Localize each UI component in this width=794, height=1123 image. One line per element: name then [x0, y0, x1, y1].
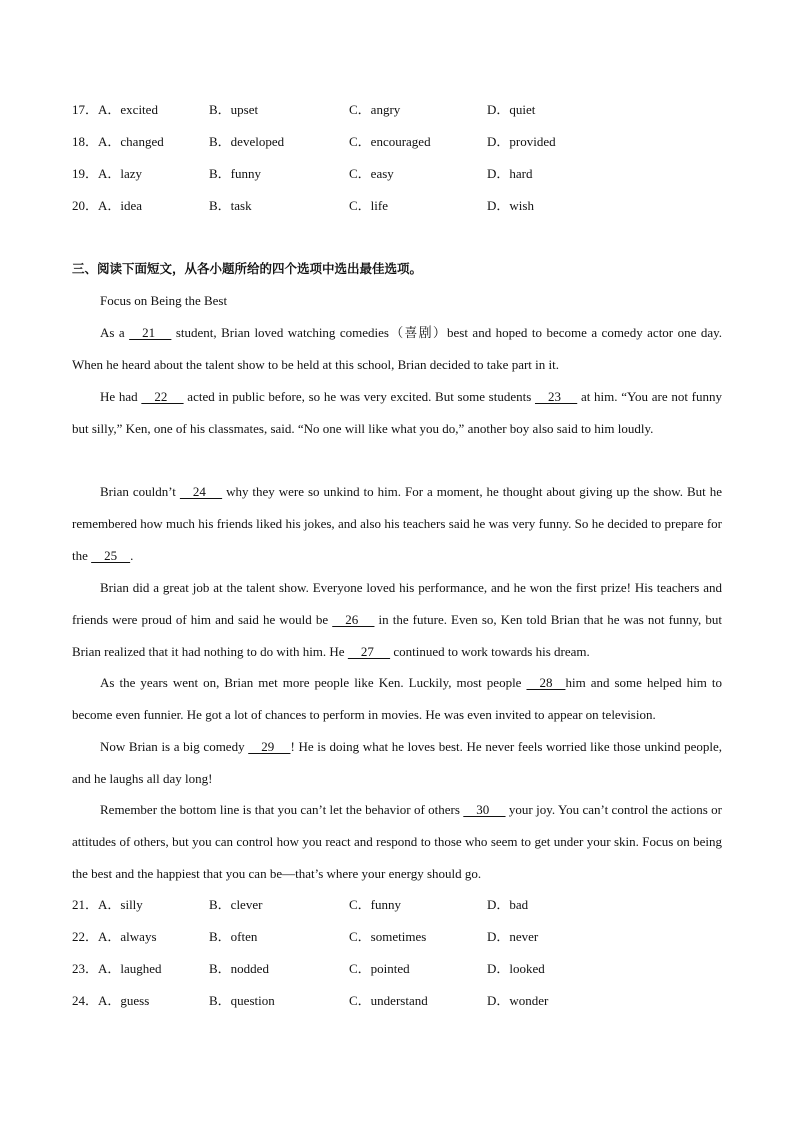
blank-24: 24 [179, 484, 223, 499]
option-b: B．clever [209, 897, 263, 912]
option-d: D．hard [487, 166, 533, 181]
blank-27: 27 [347, 643, 391, 659]
option-c: C．encouraged [349, 134, 431, 149]
passage-paragraph-4: Brian did a great job at the talent show. Everyone loved his performance, and he won the first prize! His teachers and friends were proud of him and said he would be 26 in the future. Even so, Ken told Brian that he was not funny, but Brian realized that it had nothing to do with him. He 27 continued to work towards his dream. [72, 572, 722, 667]
blank-25: 25 [91, 547, 131, 563]
option-c: C．life [349, 198, 388, 213]
option-d: D．looked [487, 961, 545, 976]
passage-paragraph-6: Now Brian is a big comedy 29 ! He is doing what he loves best. He never feels worried like those unkind people, and he laughs all day long! [72, 731, 722, 795]
option-d: D．never [487, 929, 539, 944]
option-a: 17．A．excited [72, 102, 158, 117]
blank-21: 21 [129, 325, 172, 340]
option-b: B．upset [209, 102, 259, 117]
option-d: D．wonder [487, 993, 549, 1008]
blank-28: 28 [526, 675, 566, 690]
option-b: B．question [209, 993, 275, 1008]
option-d: D．wish [487, 198, 534, 213]
option-a: 18．A．changed [72, 134, 164, 149]
option-b: B．task [209, 198, 252, 213]
option-a: 20．A．idea [72, 198, 143, 213]
option-a: 24．A．guess [72, 993, 150, 1008]
passage-title: Focus on Being the Best [100, 293, 228, 308]
option-c: C．pointed [349, 961, 410, 976]
option-c: C．funny [349, 897, 402, 912]
passage-paragraph-1: As a 21 student, Brian loved watching comedies（喜剧）best and hoped to become a comedy actor one day. When he heard about the talent show to be held at this school, Brian decided to take part in it. [72, 317, 722, 381]
option-c: C．easy [349, 166, 394, 181]
blank-30: 30 [463, 802, 506, 817]
option-d: D．provided [487, 134, 556, 149]
blank-23: 23 [534, 389, 578, 404]
option-b: B．nodded [209, 961, 269, 976]
blank-29: 29 [248, 739, 291, 754]
option-c: C．sometimes [349, 929, 427, 944]
option-b: B．developed [209, 134, 285, 149]
option-a: 23．A．laughed [72, 961, 162, 976]
blank-22: 22 [141, 389, 184, 404]
option-b: B．funny [209, 166, 262, 181]
passage-paragraph-7: Remember the bottom line is that you can’t let the behavior of others 30 your joy. You can’t control the actions or attitudes of others, but you can control how you react and respond to those who seem to get under your skin. Focus on being the best and the happiest that you can be—that’s where your energy should go. [72, 794, 722, 889]
option-d: D．bad [487, 897, 529, 912]
option-c: C．understand [349, 993, 428, 1008]
option-a: 22．A．always [72, 929, 157, 944]
option-a: 19．A．lazy [72, 166, 143, 181]
option-d: D．quiet [487, 102, 536, 117]
option-c: C．angry [349, 102, 401, 117]
section-heading: 三、阅读下面短文，从各小题所给的四个选项中选出最佳选项。 [72, 261, 423, 276]
passage-paragraph-3: Brian couldn’t 24 why they were so unkind to him. For a moment, he thought about giving up the show. But he remembered how much his friends liked his jokes, and also his teachers said he was very funny. So he decided to prepare for the 25 . [72, 476, 722, 571]
option-a: 21．A．silly [72, 897, 143, 912]
passage-paragraph-5: As the years went on, Brian met more people like Ken. Luckily, most people 28 him and some helped him to become even funnier. He got a lot of chances to perform in movies. He was even invited to appear on television. [72, 667, 722, 731]
option-b: B．often [209, 929, 258, 944]
blank-26: 26 [332, 611, 375, 627]
passage-paragraph-2: He had 22 acted in public before, so he was very excited. But some students 23 at him. “You are not funny but silly,” Ken, one of his classmates, said. “No one will like what you do,” another boy also said to him loudly. [72, 381, 722, 445]
